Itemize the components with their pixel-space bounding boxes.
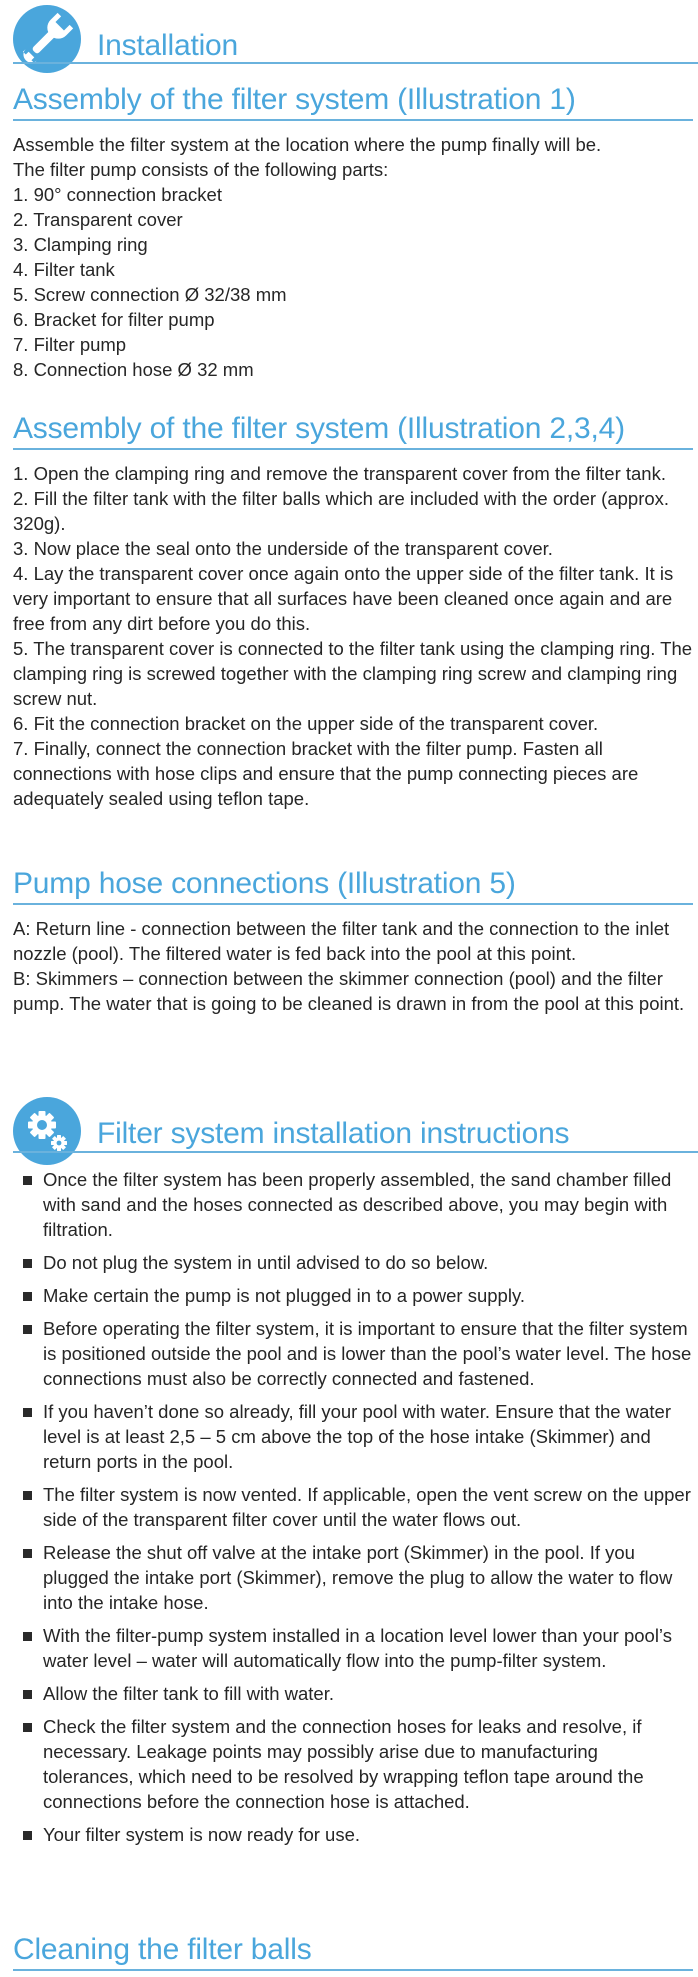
instruction-text: Make certain the pump is not plugged in to a power supply. — [43, 1285, 525, 1306]
instruction-item — [13, 1250, 693, 1275]
assembly-234-body — [13, 461, 693, 811]
bullet-square-icon — [23, 1690, 32, 1699]
bullet-square-icon — [23, 1491, 32, 1500]
intro-line: The filter pump consists of the following parts: — [13, 159, 389, 180]
instruction-item — [13, 1623, 693, 1673]
step-item: 4. Lay the transparent cover once again onto the upper side of the filter tank. It is very important to ensure that all surfaces have been cleaned once again and are free from any dirt before you do this. — [13, 563, 674, 634]
bullet-square-icon — [23, 1259, 32, 1268]
instruction-item — [13, 1283, 693, 1308]
instruction-text: Allow the filter tank to fill with water. — [43, 1683, 334, 1704]
parts-list-item: 3. Clamping ring — [13, 234, 148, 255]
section-heading-cleaning: Cleaning the filter balls — [13, 1932, 693, 1971]
bullet-square-icon — [23, 1549, 32, 1558]
instruction-item — [13, 1167, 693, 1242]
instruction-text: Release the shut off valve at the intake port (Skimmer) in the pool. If you plugged the intake port (Skimmer), remove the plug to allow the water to flow into the intake hose. — [43, 1542, 673, 1613]
step-item: 2. Fill the filter tank with the filter balls which are included with the order (approx. 320g). — [13, 488, 670, 534]
bullet-square-icon — [23, 1723, 32, 1732]
instruction-text: Once the filter system has been properly assembled, the sand chamber filled with sand and the hoses connected as described above, you may begin with filtration. — [43, 1169, 672, 1240]
step-item: 3. Now place the seal onto the underside of the transparent cover. — [13, 538, 553, 559]
instruction-item — [13, 1399, 693, 1474]
instruction-item — [13, 1681, 693, 1706]
parts-list-item: 5. Screw connection Ø 32/38 mm — [13, 284, 287, 305]
step-item: 7. Finally, connect the connection bracket with the filter pump. Fasten all connections with hose clips and ensure that the pump connecting pieces are adequately sealed using teflon tape. — [13, 738, 639, 809]
heading-rule — [13, 1151, 698, 1153]
section-heading-assembly-1: Assembly of the filter system (Illustration 1) — [13, 82, 693, 121]
instructions-title: Filter system installation instructions — [97, 1117, 570, 1150]
instructions-heading — [13, 1097, 693, 1167]
bullet-square-icon — [23, 1176, 32, 1185]
hose-connection-item: B: Skimmers – connection between the skimmer connection (pool) and the filter pump. The water that is going to be cleaned is drawn in from the pool at this point. — [13, 968, 685, 1014]
instruction-text: If you haven’t done so already, fill your pool with water. Ensure that the water level is at least 2,5 – 5 cm above the top of the hose intake (Skimmer) and return ports in the pool. — [43, 1401, 671, 1472]
instruction-text: With the filter-pump system installed in a location level lower than your pool’s water level – water will automatically flow into the pump-filter system. — [43, 1625, 672, 1671]
instruction-text: Before operating the filter system, it is important to ensure that the filter system is positioned outside the pool and is lower than the pool’s water level. The hose connections must also be correctly connected and fastened. — [43, 1318, 692, 1389]
instruction-text: The filter system is now vented. If applicable, open the vent screw on the upper side of the transparent filter cover until the water flows out. — [43, 1484, 691, 1530]
instruction-item — [13, 1714, 693, 1814]
parts-list-item: 8. Connection hose Ø 32 mm — [13, 359, 254, 380]
parts-list-item: 2. Transparent cover — [13, 209, 183, 230]
assembly-1-body — [13, 132, 693, 382]
parts-list-item: 7. Filter pump — [13, 334, 127, 355]
step-item: 5. The transparent cover is connected to the filter tank using the clamping ring. The clamping ring is screwed together with the clamping ring screw and clamping ring screw nut. — [13, 638, 693, 709]
installation-heading — [13, 5, 693, 75]
intro-line: Assemble the filter system at the location where the pump finally will be. — [13, 134, 602, 155]
section-heading-pump-hose: Pump hose connections (Illustration 5) — [13, 866, 693, 905]
instruction-text: Do not plug the system in until advised to do so below. — [43, 1252, 489, 1273]
parts-list-item: 1. 90° connection bracket — [13, 184, 222, 205]
bullet-square-icon — [23, 1408, 32, 1417]
heading-rule — [13, 62, 698, 64]
instruction-text: Check the filter system and the connection hoses for leaks and resolve, if necessary. Leakage points may possibly arise due to manufacturing tolerances, which need to be resolved by wrapping teflon tape around the connections before the connection hose is attached. — [43, 1716, 644, 1812]
bullet-square-icon — [23, 1292, 32, 1301]
gears-icon — [13, 1097, 81, 1165]
bullet-square-icon — [23, 1831, 32, 1840]
parts-list-item: 6. Bracket for filter pump — [13, 309, 215, 330]
parts-list-item: 4. Filter tank — [13, 259, 115, 280]
instruction-item — [13, 1482, 693, 1532]
step-item: 1. Open the clamping ring and remove the transparent cover from the filter tank. — [13, 463, 666, 484]
instruction-item — [13, 1540, 693, 1615]
bullet-square-icon — [23, 1325, 32, 1334]
bullet-square-icon — [23, 1632, 32, 1641]
installation-title: Installation — [97, 29, 239, 62]
hose-connection-item: A: Return line - connection between the filter tank and the connection to the inlet nozzle (pool). The filtered water is fed back into the pool at this point. — [13, 918, 670, 964]
section-heading-assembly-234: Assembly of the filter system (Illustration 2,3,4) — [13, 411, 693, 450]
instruction-text: Your filter system is now ready for use. — [43, 1824, 361, 1845]
instructions-list — [13, 1167, 693, 1855]
instruction-item — [13, 1316, 693, 1391]
pump-hose-body — [13, 916, 693, 1016]
step-item: 6. Fit the connection bracket on the upper side of the transparent cover. — [13, 713, 599, 734]
instruction-item — [13, 1822, 693, 1847]
